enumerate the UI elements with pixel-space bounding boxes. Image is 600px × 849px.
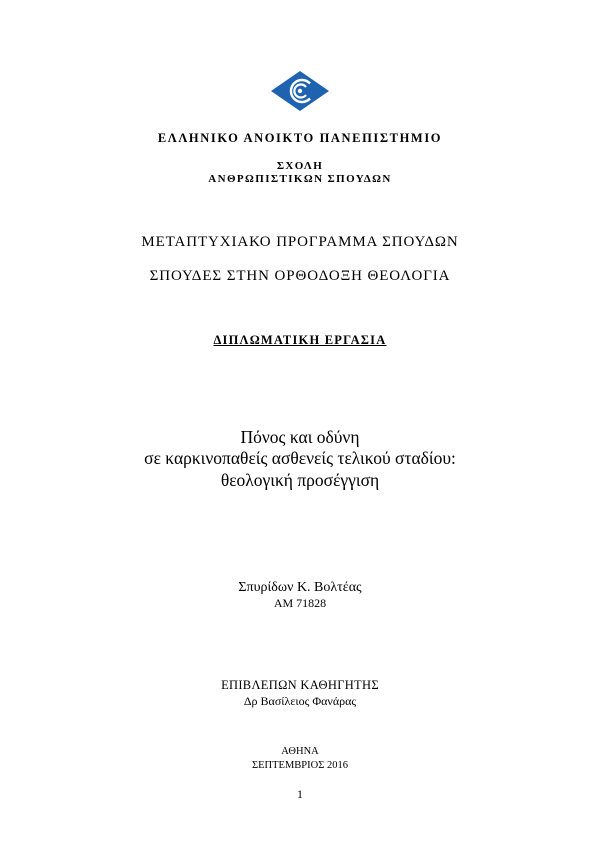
- school-name: ΑΝΘΡΩΠΙΣΤΙΚΩΝ ΣΠΟΥΔΩΝ: [208, 173, 392, 185]
- supervisor-label: ΕΠΙΒΛΕΠΩΝ ΚΑΘΗΓΗΤΗΣ: [221, 678, 379, 692]
- author-name: Σπυρίδων Κ. Βολτέας: [238, 580, 362, 595]
- program-title: ΜΕΤΑΠΤΥΧΙΑΚΟ ΠΡΟΓΡΑΜΜΑ ΣΠΟΥΔΩΝ: [141, 234, 459, 250]
- school-label: ΣΧΟΛΗ: [276, 160, 324, 172]
- program-name: ΣΠΟΥΔΕΣ ΣΤΗΝ ΟΡΘΟΔΟΞΗ ΘΕΟΛΟΓΙΑ: [149, 268, 451, 284]
- submission-date: ΣΕΠΤΕΜΒΡΙΟΣ 2016: [252, 760, 348, 771]
- thesis-title-line-1: Πόνος και οδύνη: [240, 427, 360, 447]
- supervisor-name: Δρ Βασίλειος Φανάρας: [243, 694, 357, 708]
- author-registration-number: ΑΜ 71828: [273, 596, 327, 610]
- university-logo-icon: [270, 70, 330, 112]
- page-number: 1: [297, 787, 303, 801]
- city: ΑΘΗΝΑ: [281, 746, 319, 757]
- thesis-title-line-3: θεολογική προσέγγιση: [220, 470, 380, 490]
- university-name: ΕΛΛΗΝΙΚΟ ΑΝΟΙΚΤΟ ΠΑΝΕΠΙΣΤΗΜΙΟ: [157, 131, 443, 145]
- thesis-label: ΔΙΠΛΩΜΑΤΙΚΗ ΕΡΓΑΣΙΑ: [213, 333, 387, 347]
- thesis-title-line-2: σε καρκινοπαθείς ασθενείς τελικού σταδίου:: [144, 448, 456, 468]
